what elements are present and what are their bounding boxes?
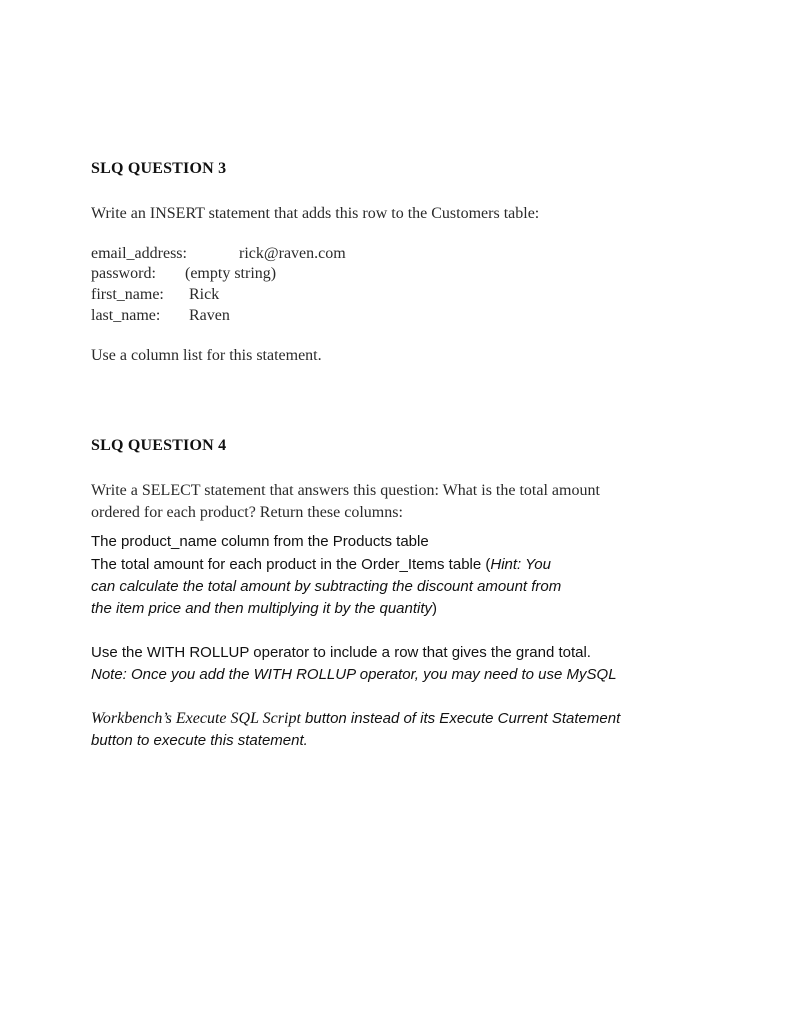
hint-text: the item price and then multiplying it by the quantity — [91, 600, 433, 617]
field-label: email_address: — [91, 245, 187, 262]
hint-text: can calculate the total amount by subtracting the discount amount from — [91, 578, 562, 595]
q3-field-password — [91, 264, 276, 284]
q4-heading: SLQ QUESTION 4 — [91, 437, 227, 454]
q4-column-2 — [91, 555, 551, 575]
field-label: first_name: — [91, 286, 164, 303]
q4-note-line-1 — [91, 665, 617, 685]
field-value: Rick — [189, 286, 220, 303]
field-value: Raven — [189, 307, 230, 324]
q4-rollup-instruction: Use the WITH ROLLUP operator to include a row that gives the grand total. — [91, 644, 591, 661]
q4-prompt-line-2: ordered for each product? Return these columns: — [91, 504, 403, 521]
col2-prefix: The total amount for each product in the Order_Items table ( — [91, 556, 491, 573]
field-label: password: — [91, 265, 156, 282]
q3-note: Use a column list for this statement. — [91, 347, 322, 364]
note-text: Note: Once you add the WITH ROLLUP operator, you may need to use MySQL — [91, 666, 617, 683]
q4-note-line-2 — [91, 709, 620, 729]
q3-prompt: Write an INSERT statement that adds this row to the Customers table: — [91, 205, 540, 222]
q4-hint-line-2 — [91, 577, 561, 597]
q3-field-email — [91, 244, 346, 264]
q3-field-last-name — [91, 306, 230, 326]
q3-heading: SLQ QUESTION 3 — [91, 160, 227, 177]
field-value: (empty string) — [185, 265, 277, 282]
q3-field-first-name — [91, 285, 219, 305]
field-label: last_name: — [91, 307, 161, 324]
note-text: button to execute this statement. — [91, 732, 308, 749]
hint-label: Hint: You — [490, 556, 551, 573]
q4-note-line-3 — [91, 731, 308, 751]
note-text: button instead of its Execute Current Statement — [300, 710, 621, 727]
q4-hint-line-3 — [91, 599, 437, 619]
q4-column-1: The product_name column from the Products table — [91, 533, 429, 550]
field-value: rick@raven.com — [239, 245, 346, 262]
workbench-reference: Workbench’s Execute SQL Script — [91, 710, 301, 727]
col2-suffix: ) — [432, 600, 438, 617]
q4-prompt-line-1: Write a SELECT statement that answers this question: What is the total amount — [91, 482, 600, 499]
